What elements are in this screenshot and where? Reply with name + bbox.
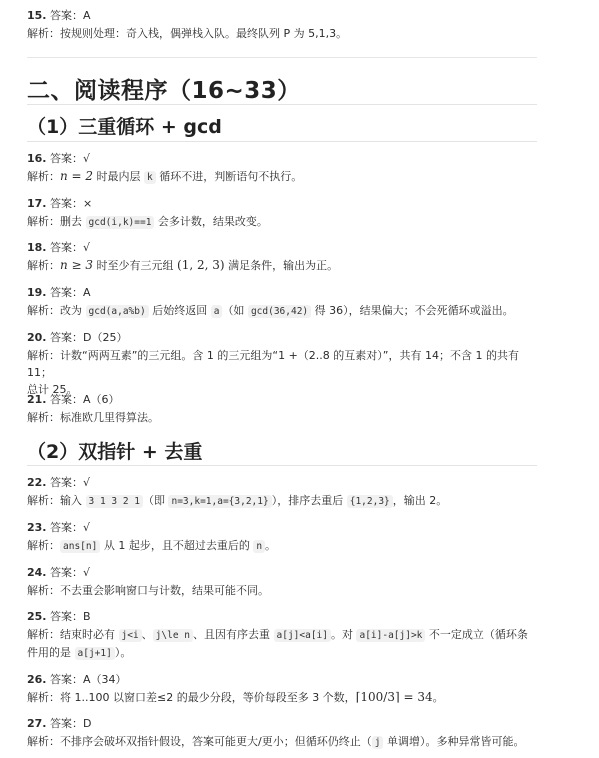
inline-code: n <box>253 540 265 553</box>
question-number: 26. <box>27 673 47 686</box>
analysis-label: 解析： <box>27 27 60 40</box>
analysis-text: 。 <box>265 539 277 552</box>
question-number: 27. <box>27 717 47 730</box>
question-22 <box>27 475 537 510</box>
analysis-label: 解析： <box>27 215 60 228</box>
divider <box>27 57 537 58</box>
analysis-text: 后始终返回 <box>148 304 211 317</box>
analysis-label: 解析： <box>27 170 60 183</box>
analysis-label: 解析： <box>27 304 60 317</box>
analysis-text: 标准欧几里得算法。 <box>60 411 159 424</box>
question-15 <box>27 8 537 42</box>
answer-label: 答案：√ <box>46 566 91 579</box>
analysis-label: 解析： <box>27 259 60 272</box>
question-23 <box>27 520 537 555</box>
question-number: 21. <box>27 393 47 406</box>
question-number: 15. <box>27 9 47 22</box>
answer-label: 答案：A <box>46 286 91 299</box>
subsection-title-2: （2）双指针 + 去重 <box>27 441 203 463</box>
answer-label: 答案：√ <box>46 521 91 534</box>
analysis-text: （即 <box>142 494 169 507</box>
question-24 <box>27 565 537 599</box>
answer-label: 答案：A <box>46 9 91 22</box>
section-title: 二、阅读程序（16~33） <box>27 78 301 104</box>
question-19 <box>27 285 537 320</box>
analysis-text: 、且因有序去重 <box>193 628 274 641</box>
analysis-text: 删去 <box>60 215 86 228</box>
answer-label: 答案：A（6） <box>46 393 120 406</box>
inline-code: gcd(i,k)==1 <box>86 216 155 229</box>
answer-label: 答案：D <box>46 717 92 730</box>
inline-code: a[j]<a[i] <box>274 629 331 642</box>
answer-label: 答案：√ <box>46 152 91 165</box>
analysis-label: 解析： <box>27 735 60 748</box>
question-number: 17. <box>27 197 47 210</box>
question-17 <box>27 196 537 231</box>
question-number: 19. <box>27 286 47 299</box>
analysis-text: ），排序去重后 <box>271 494 347 507</box>
inline-code: j<i <box>119 629 142 642</box>
question-number: 16. <box>27 152 47 165</box>
answer-label: 答案：√ <box>46 241 91 254</box>
analysis-label: 解析： <box>27 691 60 704</box>
inline-code: gcd(36,42) <box>248 305 311 318</box>
question-number: 23. <box>27 521 47 534</box>
math-expression: n = 2 <box>60 169 94 183</box>
analysis-text: 从 1 起步，且不超过去重后的 <box>100 539 254 552</box>
analysis-text: 不排序会破坏双指针假设，答案可能更大/更小；但循环仍终止（ <box>60 735 372 748</box>
answer-label: 答案：A（34） <box>46 673 127 686</box>
analysis-label: 解析： <box>27 411 60 424</box>
math-expression: ⌈100/3⌉ = 34 <box>355 690 433 704</box>
analysis-text: 。 <box>432 691 444 704</box>
inline-code: a[j+1] <box>75 647 115 660</box>
subsection-title-1: （1）三重循环 + gcd <box>27 116 222 138</box>
inline-code: 3 1 3 2 1 <box>86 495 143 508</box>
analysis-text: 不一定成立（循环条 <box>425 628 528 641</box>
question-number: 25. <box>27 610 47 623</box>
analysis-label: 解析： <box>27 494 60 507</box>
inline-code: j\le n <box>153 629 193 642</box>
analysis-text: 输入 <box>60 494 86 507</box>
analysis-text: ，输出 2。 <box>392 494 448 507</box>
question-number: 22. <box>27 476 47 489</box>
analysis-text: 将 1..100 以窗口差≤2 的最少分段，等价每段至多 3 个数， <box>60 691 356 704</box>
question-16 <box>27 151 537 186</box>
analysis-text: 件用的是 <box>27 646 75 659</box>
analysis-text: 改为 <box>60 304 86 317</box>
answer-label: 答案：√ <box>46 476 91 489</box>
divider <box>27 465 537 466</box>
question-number: 20. <box>27 331 47 344</box>
divider <box>27 104 537 105</box>
answer-label: 答案：× <box>46 197 93 210</box>
question-number: 18. <box>27 241 47 254</box>
analysis-text: 总计 25。 <box>27 383 78 396</box>
question-27 <box>27 716 537 751</box>
analysis-text: 。对 <box>330 628 357 641</box>
question-25 <box>27 609 537 662</box>
inline-code: ans[n] <box>60 540 100 553</box>
analysis-text: 循环不进，判断语句不执行。 <box>155 170 303 183</box>
analysis-text: 时最内层 <box>93 170 145 183</box>
inline-code: {1,2,3} <box>347 495 393 508</box>
inline-code: a[i]-a[j]>k <box>356 629 425 642</box>
analysis-text: 得 36），结果偏大；不会死循环或溢出。 <box>311 304 514 317</box>
question-18 <box>27 240 537 274</box>
question-20 <box>27 330 537 398</box>
question-number: 24. <box>27 566 47 579</box>
analysis-label: 解析： <box>27 349 60 362</box>
analysis-text: 结束时必有 <box>60 628 119 641</box>
math-expression: n ≥ 3 <box>60 258 94 272</box>
inline-code: gcd(a,a%b) <box>86 305 149 318</box>
divider <box>27 141 537 142</box>
inline-code: n=3,k=1,a={3,2,1} <box>168 495 271 508</box>
inline-code: a <box>211 305 223 318</box>
answer-label: 答案：D（25） <box>46 331 128 344</box>
inline-code: k <box>144 171 156 184</box>
analysis-text: 按规则处理：奇入栈，偶弹栈入队。最终队列 P 为 5,1,3。 <box>60 27 348 40</box>
analysis-text: 、 <box>141 628 153 641</box>
analysis-label: 解析： <box>27 584 60 597</box>
analysis-text: 计数“两两互素”的三元组。含 1 的三元组为“1 +（2..8 的互素对）”，共有 14；不含 1 的共有 11； <box>27 349 519 379</box>
analysis-text: 不去重会影响窗口与计数，结果可能不同。 <box>60 584 269 597</box>
analysis-text: ）。 <box>114 646 132 659</box>
analysis-label: 解析： <box>27 628 60 641</box>
analysis-text: 满足条件，输出为正。 <box>224 259 339 272</box>
analysis-text: 单调增）。多种异常皆可能。 <box>383 735 525 748</box>
analysis-text: 会多计数，结果改变。 <box>154 215 268 228</box>
inline-code: j <box>372 736 384 749</box>
math-expression: (1, 2, 3) <box>177 258 225 272</box>
analysis-label: 解析： <box>27 539 60 552</box>
answer-label: 答案：B <box>46 610 91 623</box>
question-26 <box>27 672 537 706</box>
analysis-text: （如 <box>222 304 248 317</box>
analysis-text: 时至少有三元组 <box>93 259 178 272</box>
question-21 <box>27 392 537 426</box>
